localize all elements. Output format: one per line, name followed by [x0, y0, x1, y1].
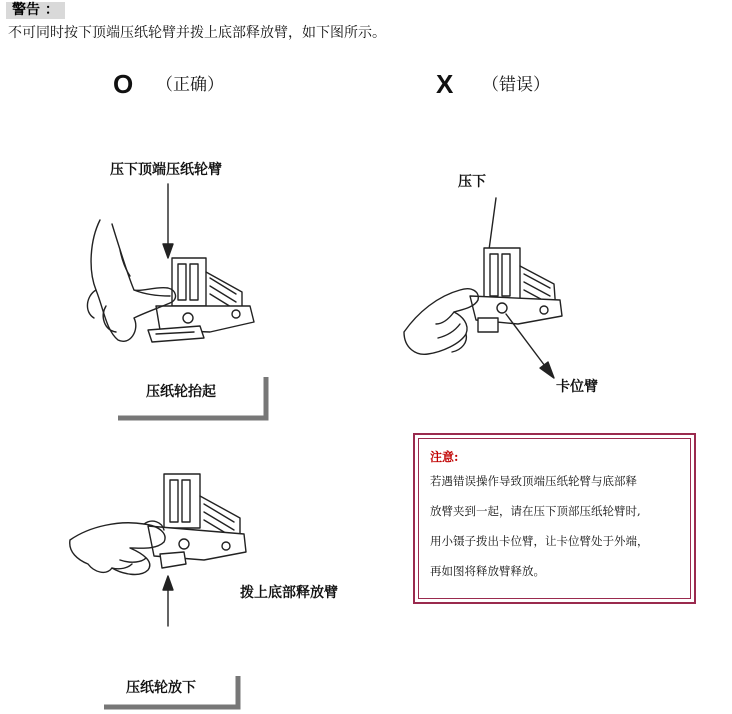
note-line: 放臂夹到一起，请在压下顶部压纸轮臂时, — [430, 504, 641, 518]
wrong-mark: X — [436, 69, 454, 99]
caption-bracket-1 — [116, 374, 272, 424]
caption-roller-lift: 压纸轮抬起 — [146, 384, 216, 400]
callout-flip-bottom-arm: 拨上底部释放臂 — [240, 585, 338, 601]
callout-catch-arm: 卡位臂 — [556, 379, 598, 395]
caption-bracket-2 — [102, 674, 244, 714]
warning-title: 警告 ： — [6, 2, 65, 19]
hand-pressing-wrong-illustration — [398, 192, 598, 386]
warning-text: 不可同时按下顶端压纸轮臂并拨上底部释放臂，如下图所示。 — [8, 25, 386, 41]
caption-roller-down: 压纸轮放下 — [126, 680, 196, 696]
wrong-label: （错误） — [482, 75, 550, 95]
callout-press-top-arm: 压下顶端压纸轮臂 — [110, 162, 222, 178]
note-line: 再如图将释放臂释放。 — [430, 564, 545, 578]
hand-flipping-bottom-arm-illustration — [60, 464, 260, 634]
note-line: 若遇错误操作导致顶端压纸轮臂与底部释 — [430, 474, 637, 488]
note-box — [413, 433, 696, 604]
note-line: 用小镊子拨出卡位臂，让卡位臂处于外端， — [430, 534, 649, 548]
correct-mark: O — [113, 69, 134, 99]
note-title: 注意: — [430, 450, 459, 464]
callout-press: 压下 — [458, 174, 486, 190]
hand-pressing-top-arm-illustration — [60, 180, 300, 360]
correct-label: （正确） — [156, 75, 224, 95]
